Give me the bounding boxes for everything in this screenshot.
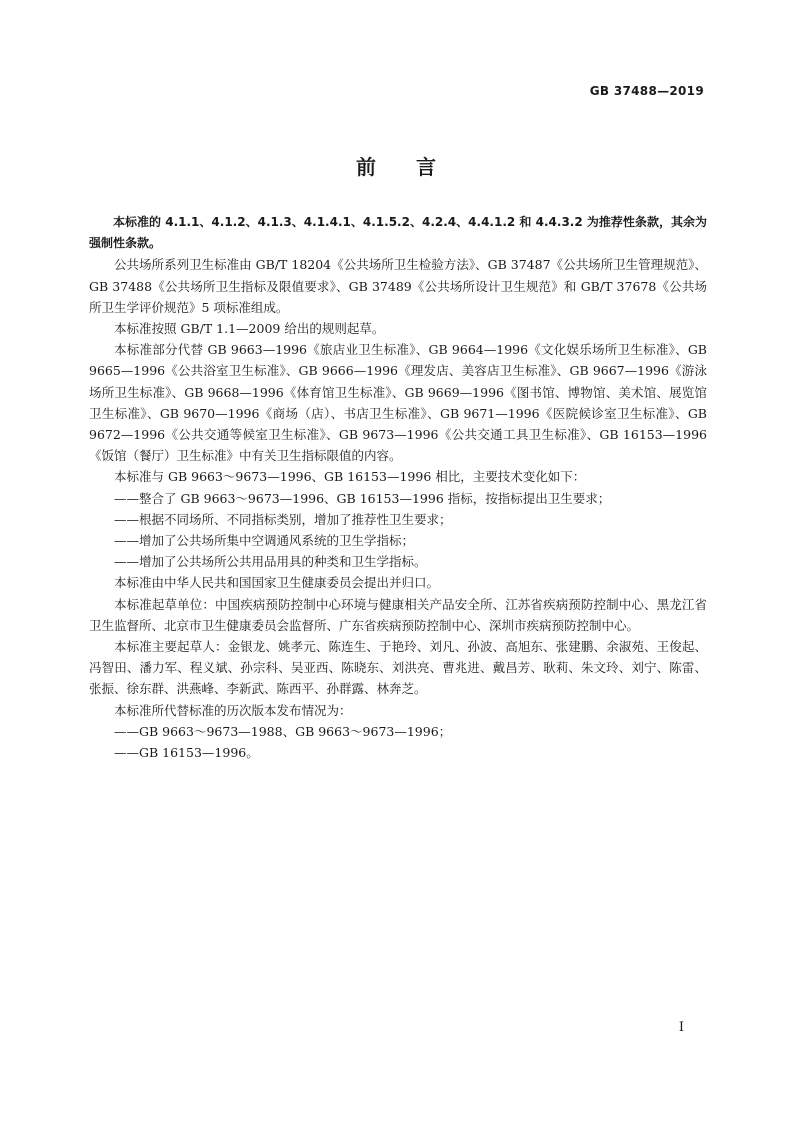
- paragraph-series-standards: 公共场所系列卫生标准由 GB/T 18204《公共场所卫生检验方法》、GB 37487《公共场所卫生管理规范》、GB 37488《公共场所卫生指标及限值要求》、GB 37489《公共场所设计卫生规范》和 GB/T 37678《公共场所卫生学评价规范》5 项标准组成。: [89, 257, 707, 315]
- paragraph-drafting-rules: 本标准按照 GB/T 1.1—2009 给出的规则起草。: [114, 321, 385, 337]
- change-item: ——整合了 GB 9663～9673—1996、GB 16153—1996 指标，按指标提出卫生要求；: [114, 490, 611, 506]
- standard-number: GB 37488—2019: [589, 84, 704, 98]
- foreword-body: [89, 212, 707, 763]
- paragraph-drafters: 本标准主要起草人：金银龙、姚孝元、陈连生、于艳玲、刘凡、孙波、高旭东、张建鹏、余淑苑、王俊起、冯智田、潘力军、程义斌、孙宗科、吴亚西、陈晓东、刘洪亮、曹兆进、戴昌芳、耿莉、朱文玲、刘宁、陈雷、张振、徐东群、洪燕峰、李新武、陈西平、孙群露、林奔芝。: [89, 639, 707, 697]
- change-item: ——增加了公共场所集中空调通风系统的卫生学指标；: [114, 533, 415, 549]
- paragraph-drafting-units: 本标准起草单位：中国疾病预防控制中心环境与健康相关产品安全所、江苏省疾病预防控制中心、黑龙江省卫生监督所、北京市卫生健康委员会监督所、广东省疾病预防控制中心、深圳市疾病预防控制中心。: [89, 596, 707, 633]
- page-number: I: [678, 1020, 684, 1035]
- page-title: [0, 151, 794, 180]
- title-char-2: 言: [416, 155, 438, 179]
- change-item: ——根据不同场所、不同指标类别，增加了推荐性卫生要求；: [114, 511, 452, 527]
- paragraph-replaced-standards: 本标准部分代替 GB 9663—1996《旅店业卫生标准》、GB 9664—1996《文化娱乐场所卫生标准》、GB 9665—1996《公共浴室卫生标准》、GB 9666—1996《理发店、美容店卫生标准》、GB 9667—1996《游泳场所卫生标准》、GB 9668—1996《体育馆卫生标准》、GB 9669—1996《图书馆、博物馆、美术馆、展览馆卫生标准》、GB 9670—1996《商场（店）、书店卫生标准》、GB 9671—1996《医院候诊室卫生标准》、GB 9672—1996《公共交通等候室卫生标准》、GB 9673—1996《公共交通工具卫生标准》、GB 16153—1996《饭馆（餐厅）卫生标准》中有关卫生指标限值的内容。: [89, 342, 707, 464]
- paragraph-history-intro: 本标准所代替标准的历次版本发布情况为：: [114, 702, 352, 718]
- history-item: ——GB 9663～9673—1988、GB 9663～9673—1996；: [114, 723, 452, 739]
- change-item: ——增加了公共场所公共用品用具的种类和卫生学指标。: [114, 554, 427, 570]
- paragraph-normative-clauses: 本标准的 4.1.1、4.1.2、4.1.3、4.1.4.1、4.1.5.2、4.2.4、4.4.1.2 和 4.4.3.2 为推荐性条款，其余为强制性条款。: [89, 215, 707, 251]
- paragraph-changes-intro: 本标准与 GB 9663～9673—1996、GB 16153—1996 相比，主要技术变化如下：: [114, 469, 586, 485]
- paragraph-proposer: 本标准由中华人民共和国国家卫生健康委员会提出并归口。: [114, 575, 440, 591]
- title-char-1: 前: [356, 155, 378, 179]
- history-item: ——GB 16153—1996。: [114, 745, 259, 761]
